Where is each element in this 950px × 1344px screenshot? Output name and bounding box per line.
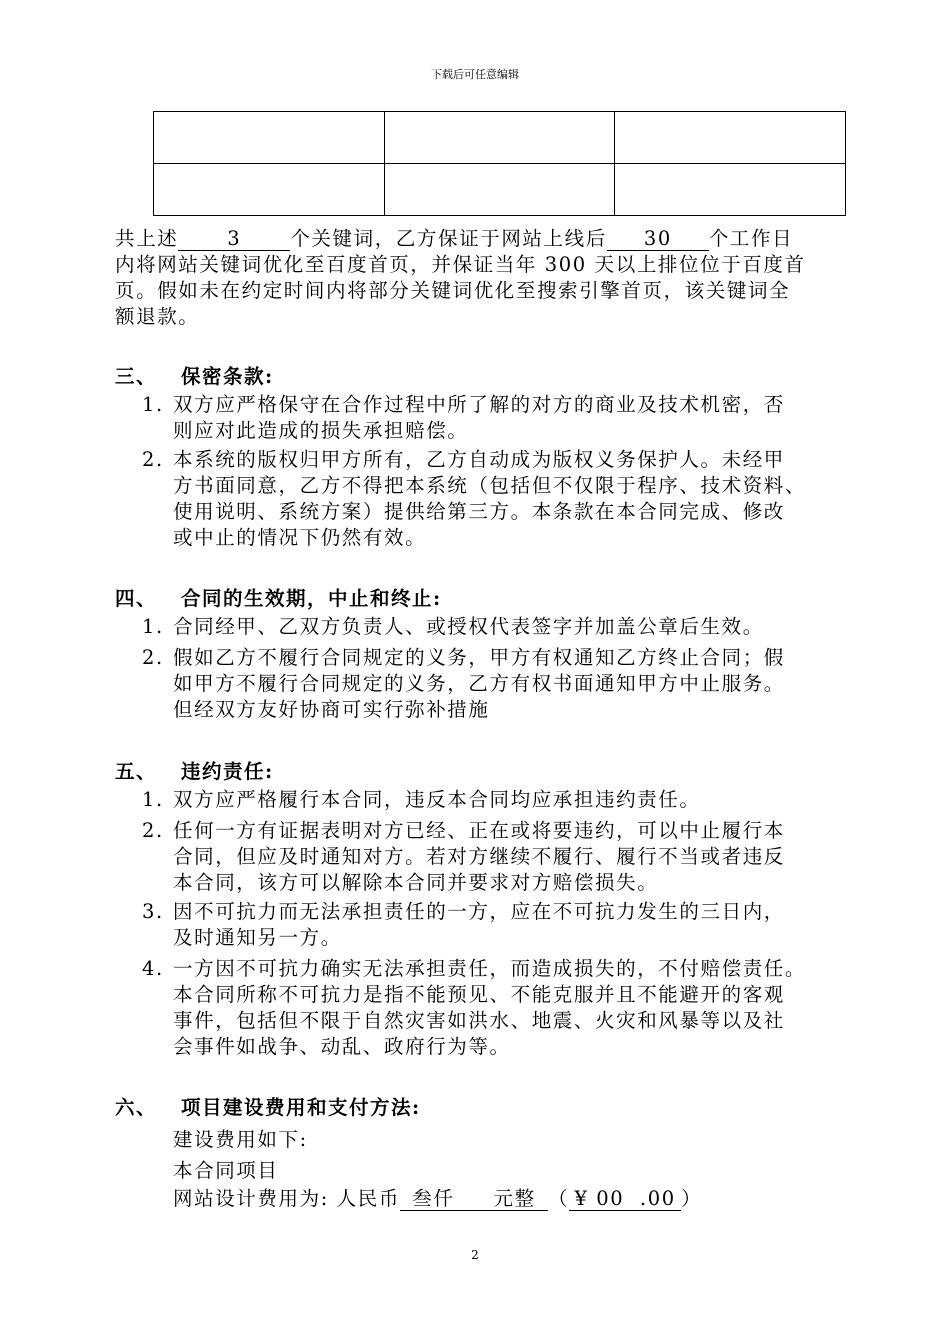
table-cell <box>154 164 385 216</box>
keyword-table <box>153 111 846 216</box>
clause-item: 3. 因不可抗力而无法承担责任的一方，应在不可抗力发生的三日内， 及时通知另一方。 <box>142 900 785 949</box>
amount-number-field: ¥ 00 .00 <box>569 1188 681 1211</box>
days-field: 30 <box>607 228 709 251</box>
clause-item: 1. 双方应严格保守在合作过程中所了解的对方的商业及技术机密，否 则应对此造成的损失承担赔偿。 <box>142 393 785 442</box>
keyword-summary <box>115 226 850 330</box>
summary-line-2: 内将网站关键词优化至百度首页，并保证当年 300 天以上排位位于百度首 <box>115 253 806 276</box>
amount-words-field: 叁仟 元整 <box>400 1188 548 1211</box>
clause-item: 2. 假如乙方不履行合同规定的义务，甲方有权通知乙方终止合同；假 如甲方不履行合同规定的义务，乙方有权书面通知甲方中止服务。 但经双方友好协商可实行弥补措施 <box>142 646 785 721</box>
page-header: 下载后可任意编辑 <box>431 68 519 81</box>
section-heading-6: 六、 项目建设费用和支付方法: <box>115 1096 421 1119</box>
clause-item: 1. 双方应严格履行本合同，违反本合同均应承担违约责任。 <box>142 788 701 811</box>
summary-line-3: 页。假如未在约定时间内将部分关键词优化至搜索引擎首页，该关键词全 <box>115 279 791 302</box>
fee-amount-line: 网站设计费用为: 人民币 叁仟 元整 （ ¥ 00 .00 ） <box>173 1187 703 1210</box>
keyword-count-field: 3 <box>178 228 290 251</box>
section-heading-4: 四、 合同的生效期，中止和终止: <box>115 587 442 610</box>
clause-item: 1. 合同经甲、乙双方负责人、或授权代表签字并加盖公章后生效。 <box>142 615 764 638</box>
section-heading-5: 五、 违约责任: <box>115 760 274 783</box>
table-cell <box>154 112 385 164</box>
summary-line-1: 共上述 3 个关键词，乙方保证于网站上线后 30 个工作日 <box>115 227 794 250</box>
page-number: 2 <box>471 1248 479 1262</box>
project-line: 本合同项目 <box>173 1159 279 1182</box>
table-row <box>154 112 846 164</box>
fee-intro: 建设费用如下: <box>173 1128 308 1151</box>
table-cell <box>384 164 615 216</box>
table-row <box>154 164 846 216</box>
table-cell <box>615 164 846 216</box>
clause-item: 2. 本系统的版权归甲方所有，乙方自动成为版权义务保护人。未经甲 方书面同意，乙方不得把本系统（包括但不仅限于程序、技术资料、 使用说明、系统方案）提供给第三方。本条款在本合同完成、修改 或中止的情况下仍然有效。 <box>142 448 807 549</box>
clause-item: 4. 一方因不可抗力确实无法承担责任，而造成损失的，不付赔偿责任。 本合同所称不可抗力是指不能预见、不能克服并且不能避开的客观 事件，包括但不限于自然灾害如洪水、地震、火灾和风暴等以及社 会事件如战争、动乱、政府行为等。 <box>142 957 807 1058</box>
table-cell <box>615 112 846 164</box>
table-cell <box>384 112 615 164</box>
summary-line-4: 额退款。 <box>115 305 200 328</box>
clause-item: 2. 任何一方有证据表明对方已经、正在或将要违约，可以中止履行本 合同，但应及时通知对方。若对方继续不履行、履行不当或者违反 本合同，该方可以解除本合同并要求对方赔偿损失。 <box>142 819 785 894</box>
section-heading-3: 三、 保密条款: <box>115 365 274 388</box>
